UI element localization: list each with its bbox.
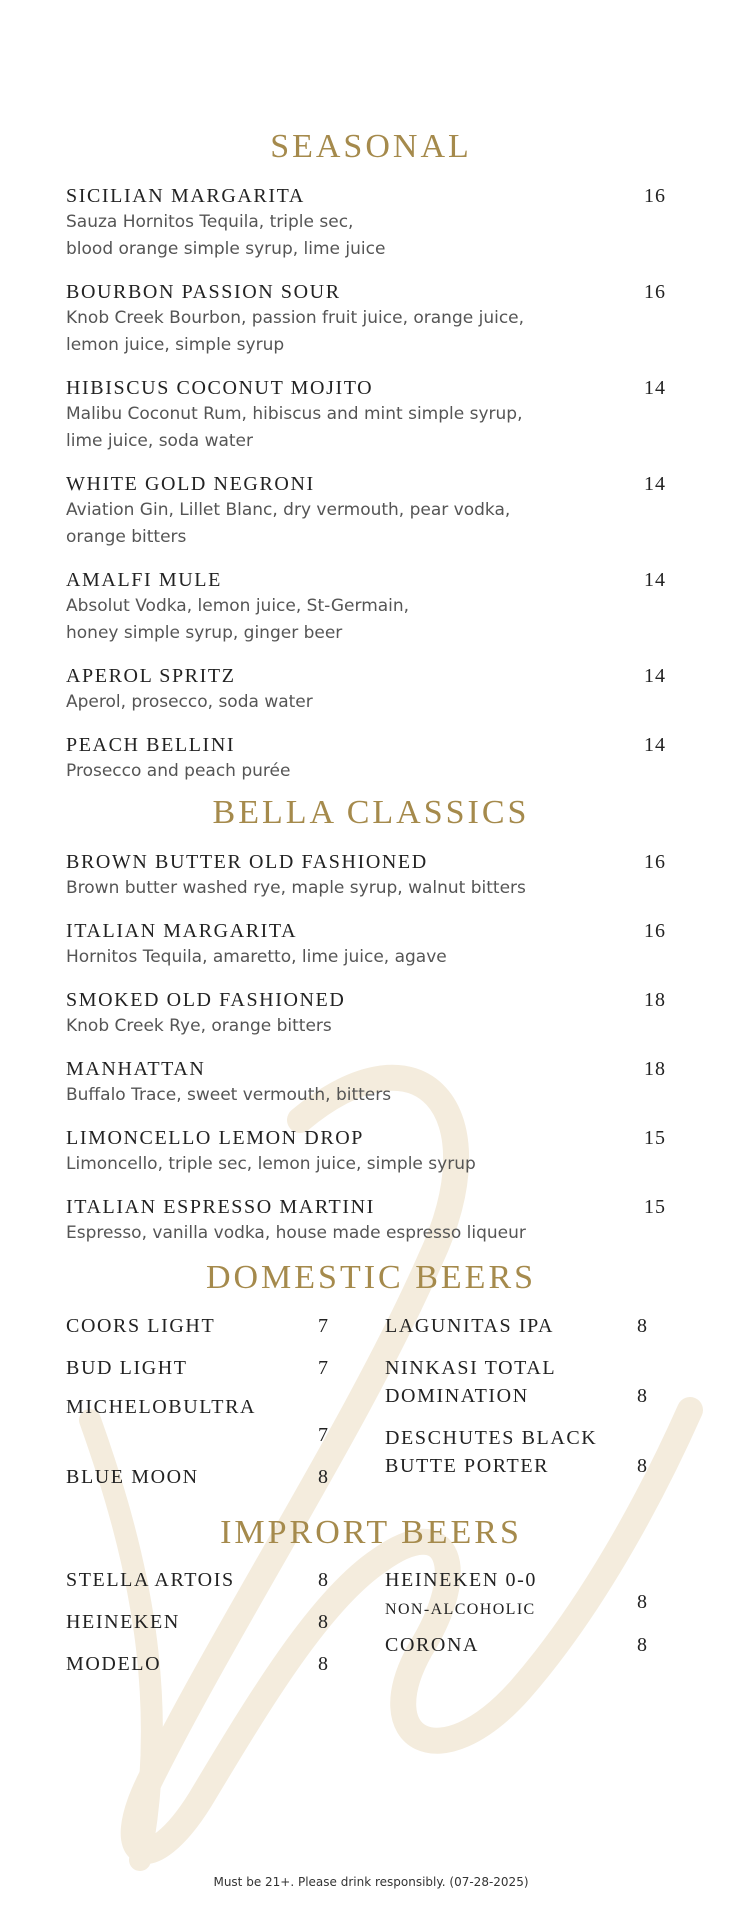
item-description: Hornitos Tequila, amaretto, lime juice, agave: [66, 947, 447, 967]
menu-item: [66, 987, 666, 1040]
item-description: Knob Creek Bourbon, passion fruit juice, orange juice, lemon juice, simple syrup: [66, 308, 525, 355]
beer-name: LAGUNITAS IPA: [385, 1315, 555, 1337]
item-description: Buffalo Trace, sweet vermouth, bitters: [66, 1085, 392, 1105]
section-title-seasonal: SEASONAL: [270, 128, 472, 165]
menu-item: [66, 1125, 666, 1178]
item-description: Espresso, vanilla vodka, house made espresso liqueur: [66, 1223, 526, 1243]
item-price: 14: [644, 569, 666, 591]
item-price: 18: [644, 1058, 666, 1080]
item-description: Absolut Vodka, lemon juice, St-Germain, honey simple syrup, ginger beer: [66, 596, 410, 643]
beer-price: 8: [637, 1385, 649, 1407]
item-description: Aperol, prosecco, soda water: [66, 692, 313, 712]
menu-item: [66, 375, 666, 455]
beer-price: 8: [637, 1634, 649, 1656]
menu-item: [66, 1194, 666, 1247]
beer-price: 8: [637, 1591, 649, 1613]
item-price: 15: [644, 1127, 666, 1149]
beer-name: MICHELOB: [66, 1396, 184, 1418]
beer-item: [66, 1608, 338, 1636]
beer-price: 7: [318, 1357, 330, 1379]
item-name: HIBISCUS COCONUT MOJITO: [66, 377, 374, 399]
beer-item: [66, 1566, 338, 1594]
beer-name: HEINEKEN 0-0: [385, 1569, 537, 1591]
item-name: LIMONCELLO LEMON DROP: [66, 1127, 365, 1149]
beer-price: 8: [637, 1455, 649, 1477]
item-description: Aviation Gin, Lillet Blanc, dry vermouth, pear vodka, orange bitters: [66, 500, 511, 547]
beer-name: STELLA ARTOIS: [66, 1569, 235, 1591]
beer-name-line2: BUTTE PORTER: [385, 1455, 550, 1477]
menu-item: [66, 849, 666, 902]
beer-price: 8: [318, 1611, 330, 1633]
beer-item: [385, 1631, 657, 1659]
menu-item: [66, 183, 666, 263]
item-price: 16: [644, 851, 666, 873]
section-title-bella-classics: BELLA CLASSICS: [212, 794, 530, 831]
beer-name-line2: DOMINATION: [385, 1385, 529, 1407]
item-name: AMALFI MULE: [66, 569, 222, 591]
beer-item: [66, 1354, 338, 1382]
beer-name: HEINEKEN: [66, 1611, 180, 1633]
menu-item: [66, 471, 666, 551]
item-description: Malibu Coconut Rum, hibiscus and mint simple syrup, lime juice, soda water: [66, 404, 523, 451]
beer-name-line2: ULTRA: [183, 1396, 257, 1418]
beer-name: CORONA: [385, 1634, 480, 1656]
beer-name: BUD LIGHT: [66, 1357, 188, 1379]
item-name: SMOKED OLD FASHIONED: [66, 989, 346, 1011]
item-price: 16: [644, 920, 666, 942]
item-price: 16: [644, 281, 666, 303]
beer-price: 8: [318, 1569, 330, 1591]
item-name: MANHATTAN: [66, 1058, 206, 1080]
item-description: Brown butter washed rye, maple syrup, walnut bitters: [66, 878, 526, 898]
beer-price: 7: [318, 1315, 330, 1337]
menu-item: [66, 732, 666, 785]
beer-name-line2: NON-ALCOHOLIC: [385, 1601, 536, 1618]
section-title-import-beers: IMPRORT BEERS: [220, 1514, 522, 1551]
beer-price: 8: [318, 1466, 330, 1488]
beer-name: NINKASI TOTAL: [385, 1357, 557, 1379]
beer-name: MODELO: [66, 1653, 162, 1675]
beer-item: [385, 1354, 657, 1410]
section-title-domestic-beers: DOMESTIC BEERS: [205, 1259, 537, 1296]
item-name: APEROL SPRITZ: [66, 665, 236, 687]
menu-item: [66, 663, 666, 716]
item-name: PEACH BELLINI: [66, 734, 236, 756]
menu-item: [66, 918, 666, 971]
beer-item: [66, 1312, 338, 1340]
item-price: 18: [644, 989, 666, 1011]
beer-price: 8: [637, 1315, 649, 1337]
item-description: Prosecco and peach purée: [66, 761, 291, 781]
item-name: BROWN BUTTER OLD FASHIONED: [66, 851, 428, 873]
beer-price: 8: [318, 1653, 330, 1675]
menu-item: [66, 1056, 666, 1109]
item-name: BOURBON PASSION SOUR: [66, 281, 341, 303]
footer-disclaimer: Must be 21+. Please drink responsibly. (07-28-2025): [213, 1875, 529, 1889]
item-price: 14: [644, 377, 666, 399]
item-description: Limoncello, triple sec, lemon juice, simple syrup: [66, 1154, 476, 1174]
beer-item: [385, 1424, 657, 1480]
beer-item: [66, 1463, 338, 1491]
beer-name: DESCHUTES BLACK: [385, 1427, 598, 1449]
item-price: 14: [644, 473, 666, 495]
menu-item: [66, 567, 666, 647]
beer-name: COORS LIGHT: [66, 1315, 216, 1337]
item-description: Knob Creek Rye, orange bitters: [66, 1016, 332, 1036]
item-price: 15: [644, 1196, 666, 1218]
beer-price: 7: [318, 1424, 330, 1446]
beer-item: [385, 1566, 657, 1624]
item-description: Sauza Hornitos Tequila, triple sec, blood orange simple syrup, lime juice: [66, 212, 386, 259]
beer-item: [385, 1312, 657, 1340]
item-name: SICILIAN MARGARITA: [66, 185, 305, 207]
beer-item: [66, 1393, 338, 1446]
item-price: 14: [644, 734, 666, 756]
item-name: WHITE GOLD NEGRONI: [66, 473, 315, 495]
beer-item: [66, 1650, 338, 1678]
item-price: 16: [644, 185, 666, 207]
item-name: ITALIAN ESPRESSO MARTINI: [66, 1196, 375, 1218]
menu-item: [66, 279, 666, 359]
beer-name: BLUE MOON: [66, 1466, 199, 1488]
item-name: ITALIAN MARGARITA: [66, 920, 298, 942]
item-price: 14: [644, 665, 666, 687]
